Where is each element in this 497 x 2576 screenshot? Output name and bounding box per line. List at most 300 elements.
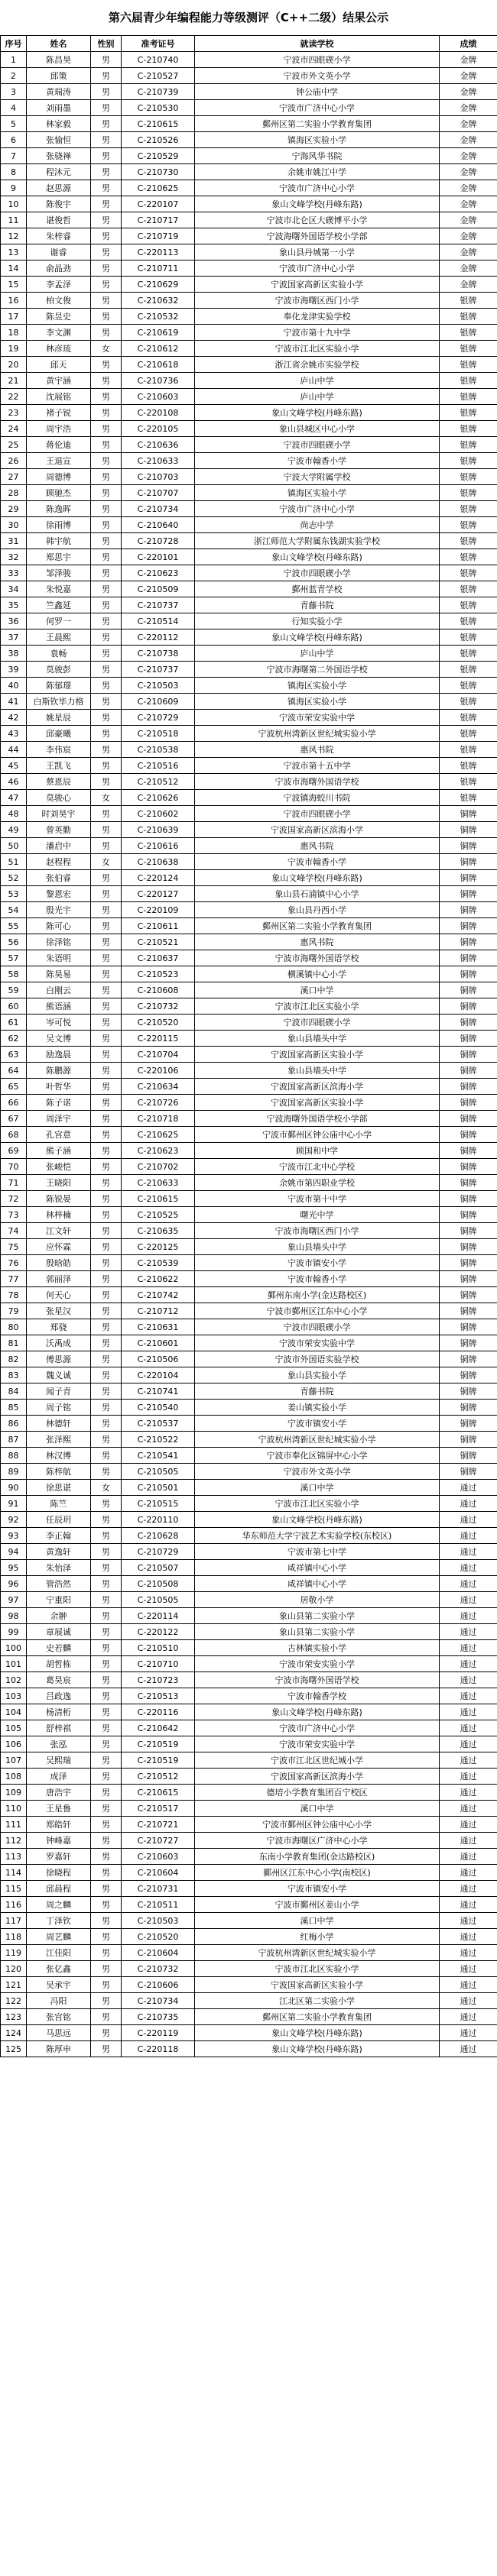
cell-name: 陈鹏源: [27, 1063, 91, 1079]
cell-index: 92: [1, 1512, 27, 1528]
table-row: [1, 1849, 497, 1865]
cell-exam-id: C-210520: [122, 1929, 195, 1945]
cell-school: 象山文峰学校(丹峰东路): [195, 629, 440, 646]
cell-gender: 男: [91, 1544, 122, 1560]
cell-index: 37: [1, 629, 27, 646]
cell-name: 罗嘉轩: [27, 1849, 91, 1865]
cell-index: 93: [1, 1528, 27, 1544]
cell-name: 李孟泽: [27, 277, 91, 293]
cell-result: 铜牌: [440, 1239, 497, 1255]
cell-index: 97: [1, 1592, 27, 1608]
cell-school: 象山县墙头中学: [195, 1031, 440, 1047]
cell-result: 通过: [440, 1929, 497, 1945]
cell-gender: 男: [91, 1015, 122, 1031]
cell-gender: 男: [91, 1223, 122, 1239]
cell-name: 张亿鑫: [27, 1961, 91, 1977]
cell-name: 李文渊: [27, 325, 91, 341]
cell-gender: 男: [91, 1143, 122, 1159]
cell-gender: 男: [91, 1865, 122, 1881]
table-row: [1, 998, 497, 1015]
cell-exam-id: C-220108: [122, 405, 195, 421]
cell-result: 银牌: [440, 613, 497, 629]
cell-gender: 男: [91, 1111, 122, 1127]
cell-gender: 男: [91, 1031, 122, 1047]
cell-exam-id: C-210523: [122, 966, 195, 982]
cell-name: 周宇浩: [27, 421, 91, 437]
cell-exam-id: C-210525: [122, 1207, 195, 1223]
cell-school: 溪口中学: [195, 982, 440, 998]
cell-name: 周泽宇: [27, 1111, 91, 1127]
table-row: [1, 1464, 497, 1480]
cell-school: 象山文峰学校(丹峰东路): [195, 405, 440, 421]
table-row: [1, 1015, 497, 1031]
cell-exam-id: C-210511: [122, 1897, 195, 1913]
cell-name: 王退宣: [27, 453, 91, 469]
table-row: [1, 1720, 497, 1736]
cell-gender: 男: [91, 1351, 122, 1367]
cell-result: 铜牌: [440, 822, 497, 838]
cell-index: 105: [1, 1720, 27, 1736]
cell-result: 铜牌: [440, 1367, 497, 1383]
cell-index: 111: [1, 1817, 27, 1833]
cell-result: 通过: [440, 1865, 497, 1881]
table-row: [1, 2009, 497, 2025]
cell-index: 47: [1, 790, 27, 806]
cell-school: 象山县墙头中学: [195, 1063, 440, 1079]
cell-index: 91: [1, 1496, 27, 1512]
cell-name: 王晨熙: [27, 629, 91, 646]
cell-gender: 男: [91, 1913, 122, 1929]
cell-gender: 男: [91, 164, 122, 180]
cell-name: 朱梓睿: [27, 228, 91, 244]
cell-index: 34: [1, 581, 27, 597]
cell-name: 岑可悦: [27, 1015, 91, 1031]
cell-exam-id: C-210638: [122, 854, 195, 870]
cell-gender: 男: [91, 1303, 122, 1319]
table-row: [1, 261, 497, 277]
cell-gender: 男: [91, 485, 122, 501]
cell-name: 陈俊宇: [27, 196, 91, 212]
cell-school: 宁波市鄞州区姜山小学: [195, 1897, 440, 1913]
cell-gender: 男: [91, 100, 122, 116]
cell-name: 熊子涵: [27, 1143, 91, 1159]
cell-exam-id: C-210703: [122, 469, 195, 485]
cell-result: 铜牌: [440, 918, 497, 934]
cell-school: 象山县丹西小学: [195, 902, 440, 918]
table-row: [1, 228, 497, 244]
cell-exam-id: C-210505: [122, 1592, 195, 1608]
cell-name: 吴文博: [27, 1031, 91, 1047]
table-row: [1, 934, 497, 950]
cell-result: 铜牌: [440, 1111, 497, 1127]
cell-school: 宁波市江北区实验小学: [195, 341, 440, 357]
cell-school: 宁波市海曙区西门小学: [195, 293, 440, 309]
cell-school: 宁波国家高新区实验小学: [195, 1977, 440, 1993]
cell-exam-id: C-210625: [122, 180, 195, 196]
cell-gender: 男: [91, 549, 122, 565]
cell-name: 陈昊易: [27, 966, 91, 982]
cell-index: 101: [1, 1656, 27, 1672]
table-row: [1, 244, 497, 261]
cell-school: 鄞州蓝青学校: [195, 581, 440, 597]
cell-name: 张峻恺: [27, 1159, 91, 1175]
table-row: [1, 1833, 497, 1849]
cell-exam-id: C-220112: [122, 629, 195, 646]
cell-index: 103: [1, 1688, 27, 1704]
table-row: [1, 1127, 497, 1143]
cell-school: 宁波市第七中学: [195, 1544, 440, 1560]
cell-gender: 女: [91, 790, 122, 806]
cell-school: 象山文峰学校(丹峰东路): [195, 1704, 440, 1720]
cell-result: 银牌: [440, 341, 497, 357]
cell-exam-id: C-210737: [122, 597, 195, 613]
cell-school: 象山文峰学校(丹峰东路): [195, 549, 440, 565]
cell-result: 铜牌: [440, 1063, 497, 1079]
cell-index: 117: [1, 1913, 27, 1929]
table-row: [1, 1303, 497, 1319]
cell-exam-id: C-210727: [122, 1833, 195, 1849]
cell-name: 竺鑫延: [27, 597, 91, 613]
table-row: [1, 180, 497, 196]
cell-school: 宁波市翰香小学: [195, 1271, 440, 1287]
cell-result: 铜牌: [440, 902, 497, 918]
cell-school: 居敬小学: [195, 1592, 440, 1608]
table-row: [1, 870, 497, 886]
cell-index: 17: [1, 309, 27, 325]
cell-school: 宁波市江北区实验小学: [195, 998, 440, 1015]
cell-exam-id: C-210702: [122, 1159, 195, 1175]
cell-result: 通过: [440, 1769, 497, 1785]
cell-result: 铜牌: [440, 1400, 497, 1416]
cell-index: 81: [1, 1335, 27, 1351]
cell-gender: 男: [91, 1271, 122, 1287]
table-row: [1, 902, 497, 918]
cell-exam-id: C-210631: [122, 1319, 195, 1335]
cell-index: 26: [1, 453, 27, 469]
table-row: [1, 646, 497, 662]
cell-exam-id: C-210503: [122, 678, 195, 694]
table-row: [1, 549, 497, 565]
cell-result: 金牌: [440, 116, 497, 132]
table-row: [1, 1351, 497, 1367]
cell-result: 铜牌: [440, 966, 497, 982]
table-row: [1, 1416, 497, 1432]
cell-result: 铜牌: [440, 1159, 497, 1175]
cell-gender: 男: [91, 2009, 122, 2025]
cell-school: 宁波市鄞州区钟公庙中心小学: [195, 1127, 440, 1143]
cell-gender: 男: [91, 710, 122, 726]
cell-result: 铜牌: [440, 870, 497, 886]
cell-index: 110: [1, 1801, 27, 1817]
cell-result: 通过: [440, 1656, 497, 1672]
cell-gender: 男: [91, 1592, 122, 1608]
cell-school: 姜山镇实验小学: [195, 1400, 440, 1416]
table-row: [1, 517, 497, 533]
cell-gender: 男: [91, 886, 122, 902]
cell-gender: 男: [91, 918, 122, 934]
cell-school: 宁波市江北区世纪城小学: [195, 1752, 440, 1769]
cell-name: 江佳阳: [27, 1945, 91, 1961]
cell-school: 青藤书院: [195, 597, 440, 613]
cell-name: 林汉博: [27, 1448, 91, 1464]
cell-index: 74: [1, 1223, 27, 1239]
cell-result: 铜牌: [440, 806, 497, 822]
cell-school: 宁波市荣安实验中学: [195, 710, 440, 726]
cell-index: 60: [1, 998, 27, 1015]
cell-result: 银牌: [440, 678, 497, 694]
cell-exam-id: C-210740: [122, 52, 195, 68]
cell-name: 何罗一: [27, 613, 91, 629]
cell-name: 周德博: [27, 469, 91, 485]
cell-name: 江文轩: [27, 1223, 91, 1239]
table-row: [1, 1367, 497, 1383]
table-row: [1, 1608, 497, 1624]
cell-school: 奉化龙津实验学校: [195, 309, 440, 325]
table-row: [1, 1079, 497, 1095]
cell-name: 莫骏彭: [27, 662, 91, 678]
cell-gender: 男: [91, 373, 122, 389]
cell-result: 金牌: [440, 277, 497, 293]
table-row: [1, 84, 497, 100]
cell-result: 通过: [440, 1881, 497, 1897]
cell-name: 赵程程: [27, 854, 91, 870]
cell-name: 胡哲栋: [27, 1656, 91, 1672]
table-row: [1, 1801, 497, 1817]
cell-exam-id: C-220114: [122, 1608, 195, 1624]
cell-name: 顾驰杰: [27, 485, 91, 501]
table-row: [1, 485, 497, 501]
cell-index: 121: [1, 1977, 27, 1993]
cell-name: 叶哲华: [27, 1079, 91, 1095]
table-row: [1, 469, 497, 485]
cell-result: 银牌: [440, 662, 497, 678]
cell-gender: 男: [91, 68, 122, 84]
cell-result: 铜牌: [440, 1255, 497, 1271]
cell-result: 金牌: [440, 180, 497, 196]
table-row: [1, 1239, 497, 1255]
cell-result: 铜牌: [440, 1095, 497, 1111]
cell-result: 铜牌: [440, 1287, 497, 1303]
cell-gender: 男: [91, 533, 122, 549]
cell-gender: 男: [91, 1624, 122, 1640]
cell-result: 银牌: [440, 293, 497, 309]
table-row: [1, 1063, 497, 1079]
table-row: [1, 710, 497, 726]
cell-exam-id: C-210601: [122, 1335, 195, 1351]
cell-school: 惠风书院: [195, 934, 440, 950]
cell-gender: 男: [91, 629, 122, 646]
cell-name: 励逸晨: [27, 1047, 91, 1063]
cell-index: 62: [1, 1031, 27, 1047]
cell-exam-id: C-210642: [122, 1720, 195, 1736]
cell-exam-id: C-210509: [122, 581, 195, 597]
cell-gender: 男: [91, 1833, 122, 1849]
table-row: [1, 1480, 497, 1496]
cell-exam-id: C-220107: [122, 196, 195, 212]
table-row: [1, 1977, 497, 1993]
cell-exam-id: C-220119: [122, 2025, 195, 2041]
cell-exam-id: C-210719: [122, 228, 195, 244]
cell-name: 陈逸晖: [27, 501, 91, 517]
cell-index: 4: [1, 100, 27, 116]
cell-exam-id: C-210507: [122, 1560, 195, 1576]
cell-result: 通过: [440, 1704, 497, 1720]
cell-name: 黄宇涵: [27, 373, 91, 389]
cell-gender: 男: [91, 180, 122, 196]
cell-index: 83: [1, 1367, 27, 1383]
cell-result: 铜牌: [440, 1416, 497, 1432]
cell-gender: 男: [91, 1560, 122, 1576]
cell-index: 75: [1, 1239, 27, 1255]
table-row: [1, 1993, 497, 2009]
cell-gender: 男: [91, 581, 122, 597]
cell-school: 宁波市广济中心小学: [195, 180, 440, 196]
cell-school: 宁波国家高新区滨海小学: [195, 1769, 440, 1785]
cell-index: 43: [1, 726, 27, 742]
cell-gender: 男: [91, 1769, 122, 1785]
cell-name: 潘启中: [27, 838, 91, 854]
cell-exam-id: C-210611: [122, 918, 195, 934]
cell-name: 朱语明: [27, 950, 91, 966]
cell-index: 77: [1, 1271, 27, 1287]
table-header-row: [1, 36, 497, 52]
cell-index: 80: [1, 1319, 27, 1335]
cell-gender: 男: [91, 1335, 122, 1351]
cell-index: 49: [1, 822, 27, 838]
cell-gender: 男: [91, 1640, 122, 1656]
cell-index: 125: [1, 2041, 27, 2057]
cell-exam-id: C-210626: [122, 790, 195, 806]
cell-exam-id: C-220127: [122, 886, 195, 902]
cell-school: 宁波国家高新区实验小学: [195, 1095, 440, 1111]
cell-gender: 男: [91, 325, 122, 341]
cell-school: 宁波国家高新区滨海小学: [195, 1079, 440, 1095]
table-row: [1, 1560, 497, 1576]
cell-index: 46: [1, 774, 27, 790]
cell-gender: 男: [91, 694, 122, 710]
cell-index: 25: [1, 437, 27, 453]
cell-result: 银牌: [440, 694, 497, 710]
table-row: [1, 1383, 497, 1400]
cell-result: 铜牌: [440, 998, 497, 1015]
cell-school: 鄞州区第二实验小学教育集团: [195, 918, 440, 934]
cell-index: 66: [1, 1095, 27, 1111]
cell-exam-id: C-210637: [122, 950, 195, 966]
cell-exam-id: C-210730: [122, 164, 195, 180]
cell-exam-id: C-210704: [122, 1047, 195, 1063]
cell-name: 唐浩宇: [27, 1785, 91, 1801]
cell-school: 宁波市海曙区广济中心小学: [195, 1833, 440, 1849]
cell-index: 27: [1, 469, 27, 485]
cell-name: 陈竺: [27, 1496, 91, 1512]
cell-result: 铜牌: [440, 1303, 497, 1319]
cell-school: 象山县石浦镇中心小学: [195, 886, 440, 902]
cell-gender: 男: [91, 1785, 122, 1801]
cell-index: 73: [1, 1207, 27, 1223]
cell-index: 19: [1, 341, 27, 357]
cell-school: 宁波市海曙外国语学校: [195, 1672, 440, 1688]
cell-result: 通过: [440, 1801, 497, 1817]
cell-exam-id: C-210518: [122, 726, 195, 742]
cell-gender: 男: [91, 774, 122, 790]
cell-index: 61: [1, 1015, 27, 1031]
cell-index: 65: [1, 1079, 27, 1095]
cell-name: 章展诚: [27, 1624, 91, 1640]
cell-exam-id: C-210623: [122, 565, 195, 581]
cell-exam-id: C-210529: [122, 148, 195, 164]
cell-school: 象山县城区中心小学: [195, 421, 440, 437]
cell-index: 89: [1, 1464, 27, 1480]
cell-name: 魏义诚: [27, 1367, 91, 1383]
cell-school: 鄞州区第二实验小学教育集团: [195, 2009, 440, 2025]
cell-school: 宁波市四眼碶小学: [195, 565, 440, 581]
cell-gender: 男: [91, 116, 122, 132]
cell-gender: 男: [91, 1416, 122, 1432]
cell-school: 庐山中学: [195, 373, 440, 389]
cell-name: 张泽熙: [27, 1432, 91, 1448]
table-row: [1, 613, 497, 629]
cell-index: 24: [1, 421, 27, 437]
cell-exam-id: C-210731: [122, 1881, 195, 1897]
cell-index: 106: [1, 1736, 27, 1752]
cell-school: 惠风书院: [195, 742, 440, 758]
cell-exam-id: C-210541: [122, 1448, 195, 1464]
cell-name: 柏文俊: [27, 293, 91, 309]
table-row: [1, 1143, 497, 1159]
cell-result: 银牌: [440, 357, 497, 373]
cell-gender: 男: [91, 1801, 122, 1817]
table-row: [1, 1785, 497, 1801]
cell-name: 舒梓祺: [27, 1720, 91, 1736]
cell-gender: 男: [91, 1175, 122, 1191]
cell-result: 通过: [440, 1544, 497, 1560]
cell-gender: 男: [91, 2025, 122, 2041]
cell-exam-id: C-220105: [122, 421, 195, 437]
cell-result: 银牌: [440, 373, 497, 389]
cell-exam-id: C-210508: [122, 1576, 195, 1592]
cell-gender: 男: [91, 1127, 122, 1143]
cell-result: 银牌: [440, 469, 497, 485]
cell-index: 67: [1, 1111, 27, 1127]
cell-gender: 男: [91, 1496, 122, 1512]
cell-gender: 男: [91, 1817, 122, 1833]
table-row: [1, 1688, 497, 1704]
table-row: [1, 437, 497, 453]
cell-result: 通过: [440, 2041, 497, 2057]
table-row: [1, 1400, 497, 1416]
cell-result: 通过: [440, 1672, 497, 1688]
cell-index: 88: [1, 1448, 27, 1464]
table-row: [1, 581, 497, 597]
cell-exam-id: C-210735: [122, 2009, 195, 2025]
cell-exam-id: C-210707: [122, 485, 195, 501]
cell-name: 徐思谌: [27, 1480, 91, 1496]
table-row: [1, 2025, 497, 2041]
cell-exam-id: C-210636: [122, 437, 195, 453]
cell-index: 38: [1, 646, 27, 662]
cell-result: 铜牌: [440, 1175, 497, 1191]
cell-index: 55: [1, 918, 27, 934]
cell-exam-id: C-210540: [122, 1400, 195, 1416]
cell-index: 90: [1, 1480, 27, 1496]
table-row: [1, 597, 497, 613]
cell-result: 银牌: [440, 581, 497, 597]
cell-school: 鄞州区江东中心小学(南校区): [195, 1865, 440, 1881]
cell-school: 宁波市海曙区西门小学: [195, 1223, 440, 1239]
cell-exam-id: C-210633: [122, 1175, 195, 1191]
cell-index: 64: [1, 1063, 27, 1079]
cell-index: 36: [1, 613, 27, 629]
